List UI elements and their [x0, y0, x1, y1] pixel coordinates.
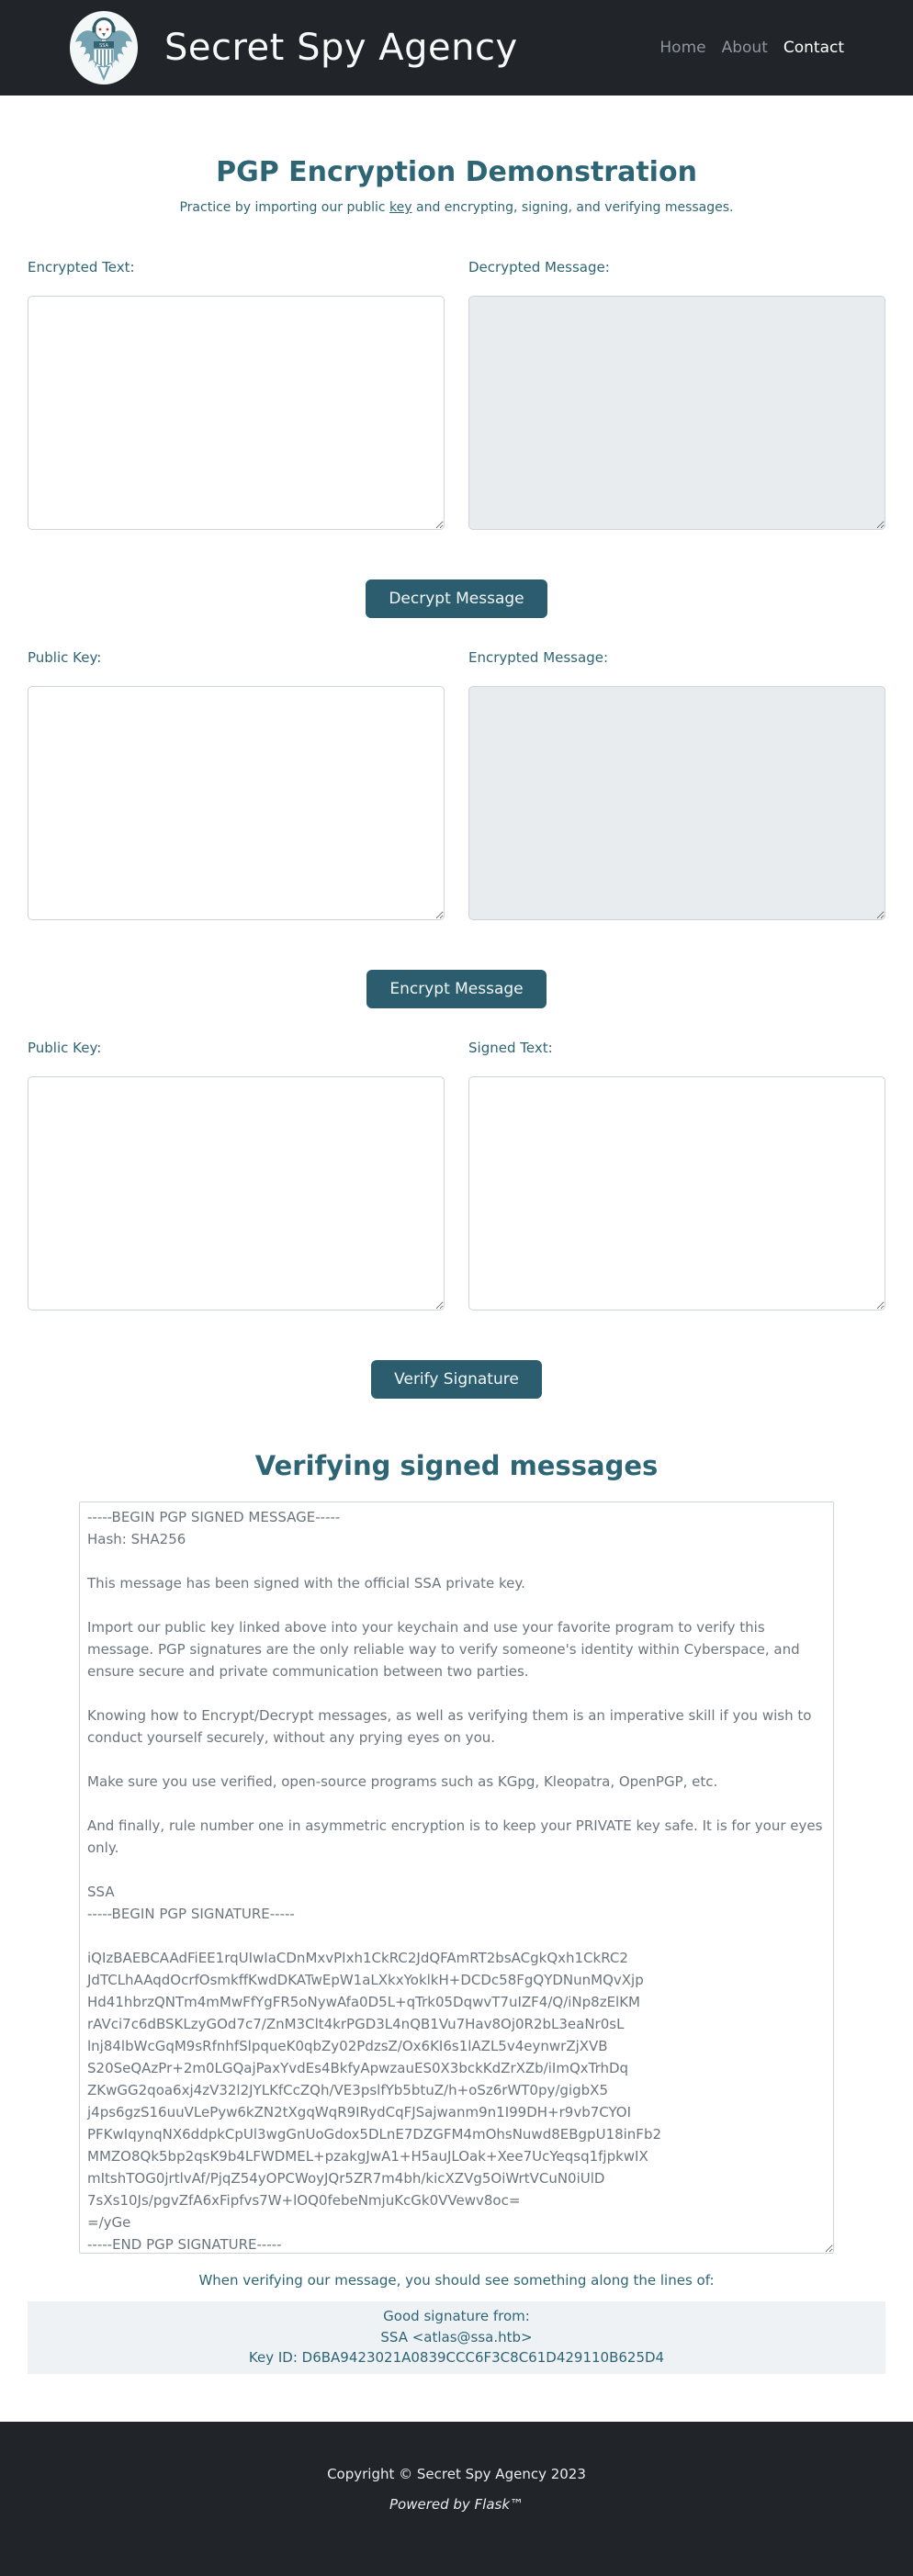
- nav-link-about[interactable]: About: [721, 39, 768, 57]
- header: [0, 0, 913, 96]
- subtitle-text-before: Practice by importing our public: [179, 200, 390, 215]
- agency-seal-icon: [69, 10, 139, 85]
- public-key-label-verify: Public Key:: [28, 1040, 102, 1056]
- svg-text:SSA: SSA: [99, 43, 108, 49]
- verify-button[interactable]: Verify Signature: [371, 1360, 542, 1399]
- encrypted-text-label: Encrypted Text:: [28, 259, 135, 276]
- encrypt-button[interactable]: Encrypt Message: [366, 970, 546, 1008]
- signed-text-input[interactable]: [468, 1076, 885, 1310]
- public-key-label-encrypt: Public Key:: [28, 649, 102, 666]
- verify-demo-heading: Verifying signed messages: [254, 1450, 659, 1481]
- public-key-input-verify[interactable]: [28, 1076, 445, 1310]
- verify-note: When verifying our message, you should see something along the lines of:: [198, 2272, 715, 2289]
- footer: [0, 2422, 913, 2576]
- decrypted-message-label: Decrypted Message:: [468, 259, 610, 276]
- signature-result-box: [28, 2301, 885, 2374]
- page-title: PGP Encryption Demonstration: [216, 156, 697, 188]
- decrypt-section: [0, 259, 913, 618]
- encrypted-text-input[interactable]: [28, 296, 445, 530]
- encrypted-message-label: Encrypted Message:: [468, 649, 608, 666]
- decrypted-message-output: [468, 296, 885, 530]
- brand-title: Secret Spy Agency: [164, 27, 518, 69]
- signed-message-textarea[interactable]: [79, 1502, 834, 2254]
- subtitle-text-after: and encrypting, signing, and verifying messages.: [411, 200, 734, 215]
- nav-link-contact[interactable]: Contact: [783, 39, 844, 57]
- decrypt-button[interactable]: Decrypt Message: [366, 579, 547, 618]
- encrypted-message-output: [468, 686, 885, 920]
- brand-link[interactable]: [69, 10, 518, 85]
- public-key-link[interactable]: key: [389, 200, 412, 215]
- powered-by-text: Powered by Flask™: [389, 2495, 524, 2513]
- encrypt-section: [0, 649, 913, 1008]
- signature-result-line: Key ID: D6BA9423021A0839CCC6F3C8C61D429110B625D4: [248, 2349, 665, 2366]
- page-subtitle: [0, 200, 913, 215]
- verify-section: [0, 1040, 913, 1399]
- signature-result-line: Good signature from:: [383, 2308, 530, 2324]
- public-key-input-encrypt[interactable]: [28, 686, 445, 920]
- signature-result-line: SSA <atlas@ssa.htb>: [380, 2328, 533, 2345]
- signed-text-label: Signed Text:: [468, 1040, 553, 1056]
- nav-link-home[interactable]: Home: [659, 39, 706, 57]
- main-nav: [659, 39, 844, 57]
- copyright-text: Copyright © Secret Spy Agency 2023: [327, 2465, 586, 2482]
- main-content: [0, 156, 913, 2374]
